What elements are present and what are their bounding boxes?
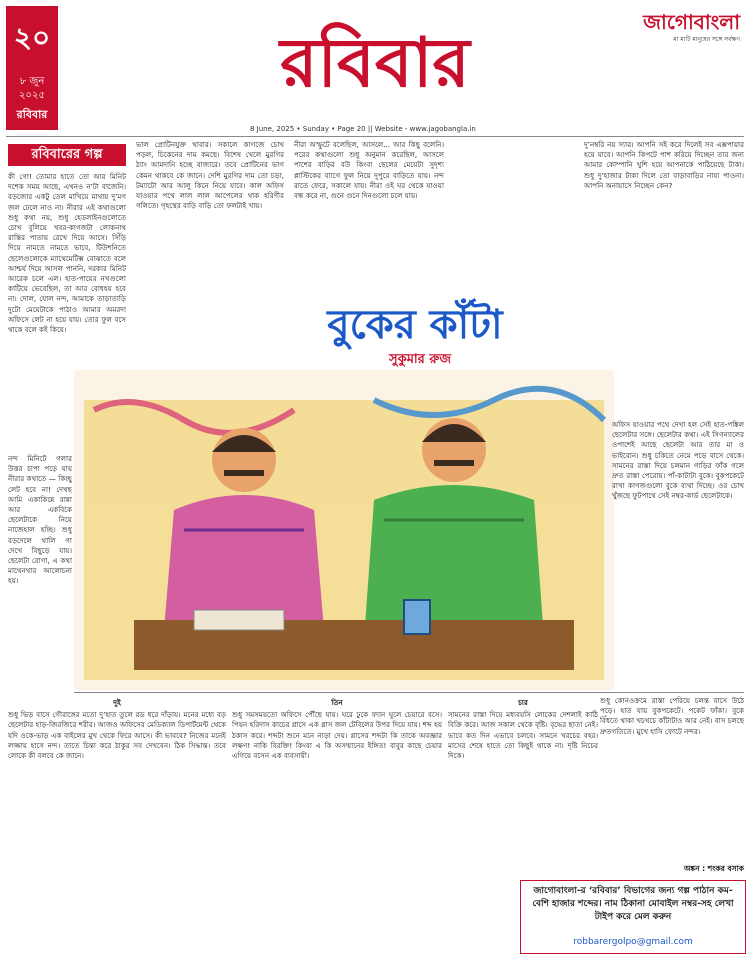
sub-heading: দুই <box>113 698 121 707</box>
story-column-2 <box>136 140 284 280</box>
notice-email-link[interactable]: robbarergolpo@gmail.com <box>573 937 693 947</box>
section-label: রবিবারের গল্প <box>8 144 126 166</box>
header-divider <box>6 136 744 137</box>
story-column-4 <box>584 140 744 285</box>
paragraph: নীরা অস্ফুটে বলেছিল, আসলে... আর কিছু বলেনি। পরের কথাগুলো শুধু অনুমান করেছিল, আসলে পাশের বাড়ির বউ কিংবা ছেলের মেয়েটা সুদৃশ্য প্লাস্টিকের ব্যাগে ফুল নিয়ে দুপুরে বাড়িতে যায়। নন্দ রাতে ফেরে, সকালে যায়। নীরা ওই ঘর থেকে যাওয়া বন্ধ করে না, গুনে গুনে দিনগুলো চলে যায়। <box>294 140 444 201</box>
paragraph: সামনের রাস্তা দিয়ে মধ্যবয়সি লোকের দেশলাই কাঠি বিক্রি করে। আজ সকাল থেকে বৃষ্টি। বৃদ্ধের ছাতা নেই। ভাবে কত দিন এভাবে চলবে। সামনে খরচের বহর। মাসের শেষে হাতে তো কিছুই থাকে না। দৃষ্টি নিচের দিকে। <box>448 710 598 761</box>
newspaper-logo: জাগোবাংলা <box>643 10 740 34</box>
story-column-3 <box>294 140 444 300</box>
story-illustration <box>74 370 614 690</box>
paragraph: শুধু ভিড় বাসে গৌরাঙ্গের মতো দু’হাত তুলে রড ধরে দাঁড়ায়। মনের মধ্যে বড় ছেলেটার হাড়-জিরজিরে শরীর। আজও অফিসের মেডিক্যাল ডিপার্টমেন্ট থেকে যদি ওকে-ভাড় এক বাইলের মুখ থেকে ফিরে আসে। কী ভাববে? নিজের মনেই লজ্জায় হাসে নন্দ। তাতে চিন্তা করে ঠাকুর সব দেখবেন। ঠিক সিদ্ধান্ত। তবে লোকে কী বলবে কে জানে। <box>8 710 226 761</box>
weekday: রবিবার <box>16 108 48 121</box>
story-title: বুকের কাঁটা <box>327 302 503 348</box>
logo-tagline: মা মাটি মানুষের সঙ্গে সর্বক্ষণ <box>673 36 740 43</box>
paragraph: শুধু কোনওক্রমে রাস্তা পেরিয়ে চলন্ত বাসে উঠে পড়ে। হাত যায় বুকপকেটে। পকেট ফাঁকা। বুকে বিঁধতে থাকা খচখচে কাঁটাটাও আর নেই। বাস চলছে দ্রুতগতিতে। মুখে হাসি ফোটে নন্দর। <box>600 696 744 736</box>
submission-notice <box>520 880 746 954</box>
story-column-4b <box>612 420 744 690</box>
paragraph: ভাল প্রোটিনযুক্ত খাবার। সকালে কাগজে চোখ পড়ল, চিকেনের দাম কমছে। বিশেষ খেলে মুরগির ঠ্যাং আমদানি হচ্ছে বাজারে। তবে প্রোটিনের ভাগ কেমন থাকবে কে জানে। দেশি মুরগির দাম তো চড়া, টম্যাটো আর আলু কিনে নিয়ে যাবে। কাল অফিস যাওয়ার পথে লাল লাল আপেলের থাক হরিণীর গলিতে। গৃহস্থের বাড়ি বাড়ি তো ফলটাই খায়। <box>136 140 284 211</box>
story-column-b2 <box>232 696 442 958</box>
page-number-box <box>6 6 58 130</box>
page-number: ২০ <box>13 21 51 54</box>
story-column-b4 <box>600 696 744 866</box>
paragraph: নন্দ মিনিটে গলার উত্তর চাপা পড়ে যায় নীরার কথাতে — কিচ্ছু লেট হবে না! দেখছ আমি একাকিন্নে রান্না আর একবিকে ছেলেটাকে নিয়ে নাজেহাল হচ্ছি। শুধু বড়দেলে থালি গা দেখে বিছুড়ে যায়। ছেলেটা রোগা, এ কথা মাথেনথার আলোচনা হয়। <box>8 454 72 586</box>
dateline: 8 June, 2025 • Sunday • Page 20 || Website - www.jagobangla.in <box>250 125 476 133</box>
paragraph: অফিস যাওয়ার পথে দেখা হল সেই হাত-পঙ্কিল ছেলেটার সঙ্গে। ছেলেটার কথা। এই সিগন্যালের ওপাশেই আছে ছেলেটা আর তার মা ও ভাইবোন। শুধু চকিতে নেমে পড়ে বাসে থেকে। সামনের রাস্তা দিয়ে চলমান গাড়ির ফাঁক গলে দ্রুত রাস্তা পেরোয়। পাঁ-কাটাটা বুকে। বুকপকেটে রাখা কাগজগুলো বুকে ব্যথা দিচ্ছে। ওর চোখ খুঁজছে ফুটপাথে সেই নম্বর-কার্ড ছেলেটাকে। <box>612 420 744 501</box>
masthead: রবিবার <box>280 23 470 103</box>
illustrator-credit: অঙ্কন : শংকর বসাক <box>683 864 744 873</box>
illustration-divider <box>74 692 744 693</box>
paragraph: দু’নম্বরি নয় স্যার। আপনি সই করে দিলেই সব এক্সপায়ার হয়ে যাবে। আপনি কিপটে পাশ করিয়ে দিচ্ছেন তার জন্য আমার কোম্পানি খুশি হয়ে আপনাকে পাঠিয়েছে টাকা। শুধু দু’হাজার টাকা দিলে তো বাড়াবাড়ির নায্য পাওনা। আপনি অনায়াসে নিচ্ছেন কেন? <box>584 140 744 190</box>
notice-text: জাগোবাংলা-র ‘রবিবার’ বিভাগের জন্য গল্প পাঠান কম-বেশি হাজার শব্দের। নাম ঠিকানা মোবাইল নম্বর-সহ লেখা টাইপ করে মেল করুন <box>532 886 734 922</box>
paragraph: শুধু সমসময়তো অফিসে পৌঁছে যায়। ঘরে ঢুকে ফ্যান ঘুলে চেয়ারে বসে। পিয়ন হরিদাস কাচের গ্লাসে এক গ্লাস জল টেবিলের উপর দিয়ে যায়। শব্দ হয় ঠকাস করে। শব্দটা শুনে মনে নাড়া দেয়। গ্লাসের শব্দটা কি তাকে অবজ্ঞার লক্ষণ! নাকি বিরক্তি! কিংবা এ কি অসম্মানের ইঙ্গিত! বাবুর কাছে চেয়ার এগিয়ে বসেন এক ব্যবসায়ী। <box>232 710 442 761</box>
story-author: সুকুমার রুজ <box>389 352 451 367</box>
sub-heading: চার <box>518 698 528 707</box>
date-day-month: ৮ জুন <box>19 76 45 87</box>
sub-heading: তিন <box>331 698 343 707</box>
date-year: ২০২৫ <box>19 90 45 101</box>
paragraph: কী গো! তোমার হাতে তো আর মিনিট দশেক সময় আছে, এখনও ন’টা বাজেনি। বড়জোর একটু তেল মাখিয়ে মাথায় দু’মগ জল ঢেলে নাও না। নীরার এই কথাগুলো শুধু কথা নয়, শুধু হেডলাইনগুলোতে চোখ বুলিয়ে খবর-কাগজটা লোকনাথ রাস্তির পাতায় রেখে দিয়ে আসে। সিঁড়ি দিয়ে নামতে নামতে ভাবে, টিউশনিতে ছেলেগুলোকে ম্যাথেমেটিক্স বোঝাতে বলে আশ্চর্য দিয়ে আসল পাননি, দরকার মিনিট আরেক চলে এল। হাত-পায়ের নখগুলো কাটিয়ে ভেবেছিল, তা আর বোধহয় হবে না। দোল, যোল নন্দ, আমাকে তাড়াতাড়ি দুটো মেয়েটাকে পাঠাও আমার অমরদা অফিসে লেট না হয়ে যায়। তোর ফুল বসে থাকে বলে কই কিয়ে। <box>8 172 126 335</box>
story-column-b1 <box>8 696 226 958</box>
story-column-1b <box>8 454 72 694</box>
